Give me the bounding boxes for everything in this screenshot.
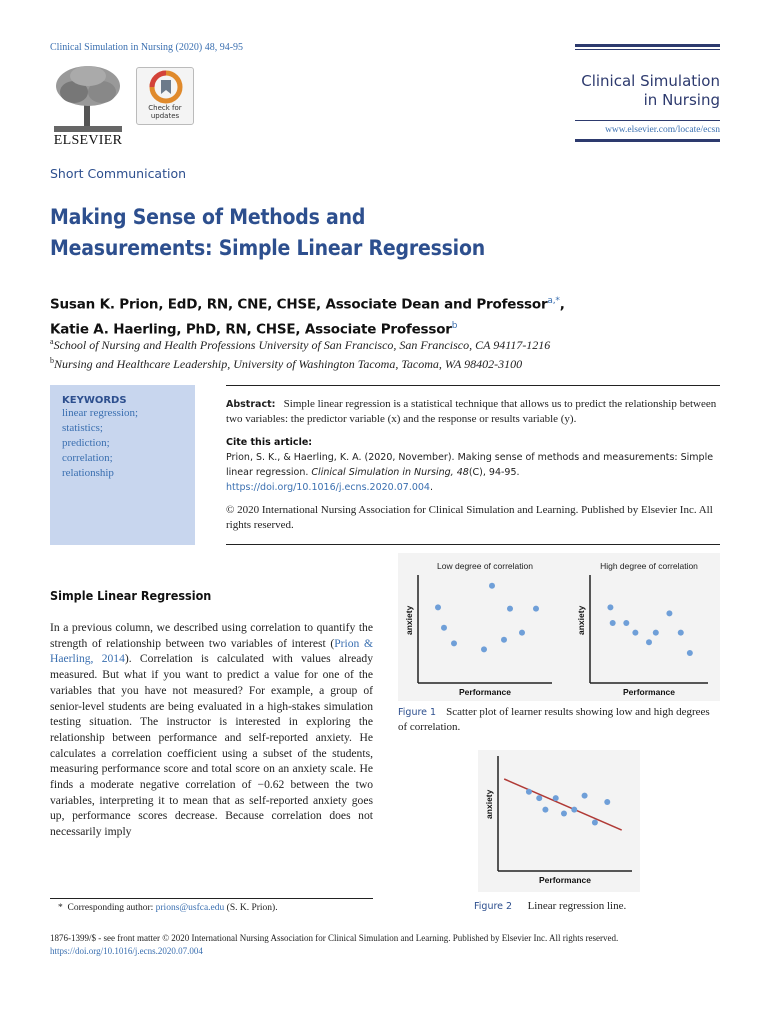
section-heading: Simple Linear Regression	[50, 588, 212, 603]
elsevier-wordmark: ELSEVIER	[53, 133, 123, 148]
data-point	[604, 799, 610, 805]
data-point	[561, 811, 567, 817]
article-type: Short Communication	[50, 166, 187, 181]
figure-1-scatter-plots	[398, 553, 720, 701]
keywords-box	[50, 385, 195, 545]
x-axis-label: Performance	[623, 687, 675, 697]
affiliation-marker[interactable]: a,*	[547, 296, 560, 306]
journal-reference[interactable]: Clinical Simulation in Nursing (2020) 48, 94-95	[50, 42, 244, 53]
data-point	[592, 819, 598, 825]
journal-title-line: Clinical Simulation	[581, 72, 720, 90]
data-point	[607, 604, 613, 610]
figure-2-regression-plot	[478, 750, 640, 892]
data-point	[678, 630, 684, 636]
data-point	[526, 789, 532, 795]
data-point	[533, 606, 539, 612]
keyword-item[interactable]: relationship	[62, 467, 114, 479]
abstract-rule	[226, 544, 720, 545]
journal-url-link[interactable]: www.elsevier.com/locate/ecsn	[605, 125, 720, 135]
figure-2-caption: Figure 2 Linear regression line.	[474, 900, 627, 912]
data-point	[536, 795, 542, 801]
header-rule	[575, 120, 720, 121]
citation-journal: Clinical Simulation in Nursing, 48	[311, 467, 469, 478]
body-paragraph: In a previous column, we described using correlation to quantify the strength of relationship between two variables of interest (Prion & Haerling, 2014). Correlation is calculated with values already measured. But what if you want to predict a value for one of the variables that you have not measured? For example, a group of senior-level students are being evaluated in a high-stakes simulation testing situation. The instructor is interested in exploring the relationship between performance and self-reported anxiety. He calculates a correlation coefficient using a subset of the students, measuring performance score and total score on an anxiety scale. He finds a moderate negative correlation of −0.62 between the two variables, interpreting it to mean that as self-reported anxiety goes up, performance scores decrease. Because correlation does not necessarily imply	[50, 621, 374, 839]
header-rule	[575, 139, 720, 142]
footer-copyright: 1876-1399/$ - see front matter © 2020 International Nursing Association for Clinical Simulation and Learning. Published by Elsevier Inc. All rights reserved.	[50, 933, 619, 943]
data-point	[632, 630, 638, 636]
data-point	[666, 610, 672, 616]
y-axis-label: anxiety	[404, 605, 414, 636]
author-1: Susan K. Prion, EdD, RN, CNE, CHSE, Associate Dean and Professor$^{a,*}$,	[50, 296, 565, 313]
data-point	[489, 583, 495, 589]
data-point	[687, 650, 693, 656]
author-email-link[interactable]: prions@usfca.edu	[155, 903, 225, 913]
data-point	[653, 630, 659, 636]
keyword-item[interactable]: statistics;	[62, 422, 103, 434]
y-axis-label: anxiety	[576, 605, 586, 636]
x-axis-label: Performance	[539, 875, 591, 885]
chart-title: Low degree of correlation	[437, 561, 533, 571]
data-point	[441, 625, 447, 631]
data-point	[571, 807, 577, 813]
keyword-item[interactable]: prediction;	[62, 437, 110, 449]
keywords-title: KEYWORDS	[62, 395, 127, 406]
updates-label-2: updates	[150, 112, 180, 120]
abstract-text: Simple linear regression is a statistical technique that allows us to predict the relationship between two variables: the predictor variable (x) and the response or results variable (y).	[226, 398, 717, 425]
title-line: Measurements: Simple Linear Regression	[50, 236, 485, 260]
footnote: * Corresponding author: prions@usfca.edu (S. K. Prion).	[58, 903, 278, 913]
affiliation-marker[interactable]: b	[451, 320, 458, 331]
data-point	[553, 795, 559, 801]
x-axis-label: Performance	[459, 687, 511, 697]
elsevier-tree-logo	[50, 64, 126, 134]
data-point	[501, 637, 507, 643]
affiliation-b: $^b$Nursing and Healthcare Leadership, University of Washington Tacoma, Tacoma, WA 98402-3100	[50, 356, 523, 371]
affiliation-a: $^a$School of Nursing and Health Professions University of San Francisco, San Francisco, CA 94117-1216	[50, 337, 551, 352]
data-point	[435, 604, 441, 610]
keyword-item[interactable]: linear regression;	[62, 407, 139, 419]
cite-title: Cite this article:	[226, 437, 313, 448]
author-list	[50, 291, 650, 340]
figure-label[interactable]: Figure 1	[398, 707, 437, 718]
updates-label-1: Check for	[148, 104, 182, 112]
footer-doi-link[interactable]: https://doi.org/10.1016/j.ecns.2020.07.004	[50, 946, 203, 956]
journal-title	[575, 72, 720, 110]
keyword-item[interactable]: correlation;	[62, 452, 113, 464]
y-axis-label: anxiety	[484, 789, 494, 819]
data-point	[646, 639, 652, 645]
title-line: Making Sense of Methods and	[50, 205, 366, 229]
figure-label[interactable]: Figure 2	[474, 901, 513, 912]
copyright: © 2020 International Nursing Association for Clinical Simulation and Learning. Published by Elsevier Inc. All rights reserved.	[226, 504, 713, 531]
header-rule	[575, 49, 720, 50]
check-for-updates-badge[interactable]	[136, 67, 194, 125]
data-point	[481, 646, 487, 652]
data-point	[542, 807, 548, 813]
chart-title: High degree of correlation	[600, 561, 698, 571]
footnote-rule	[50, 898, 373, 899]
abstract	[226, 397, 720, 427]
data-point	[582, 793, 588, 799]
data-point	[610, 620, 616, 626]
author-name: Katie A. Haerling, PhD, RN, CHSE, Associate Professor	[50, 321, 452, 337]
abstract-label: Abstract:	[226, 399, 276, 410]
article-title	[50, 202, 570, 264]
citation: Prion, S. K., & Haerling, K. A. (2020, November). Making sense of methods and measurements: Simple linear regression. Clinical Simulation in Nursing, 48(C), 94-95. https://doi.org/10.1016/j.ecns.2020.07.004.	[226, 452, 714, 493]
affiliations	[50, 334, 700, 372]
journal-title-line: in Nursing	[643, 91, 720, 109]
data-point	[623, 620, 629, 626]
abstract-rule	[226, 385, 720, 386]
author-name: Susan K. Prion, EdD, RN, CNE, CHSE, Associate Dean and Professor	[50, 296, 548, 313]
header-rule	[575, 44, 720, 47]
reference-link[interactable]: Prion & Haerling, 2014	[50, 636, 373, 666]
data-point	[451, 640, 457, 646]
updates-bookmark-icon	[137, 68, 195, 104]
data-point	[507, 606, 513, 612]
data-point	[519, 630, 525, 636]
figure-1-caption: Figure 1 Scatter plot of learner results showing low and high degrees of correlation.	[398, 706, 710, 733]
citation-doi-link[interactable]: https://doi.org/10.1016/j.ecns.2020.07.004	[226, 482, 430, 493]
